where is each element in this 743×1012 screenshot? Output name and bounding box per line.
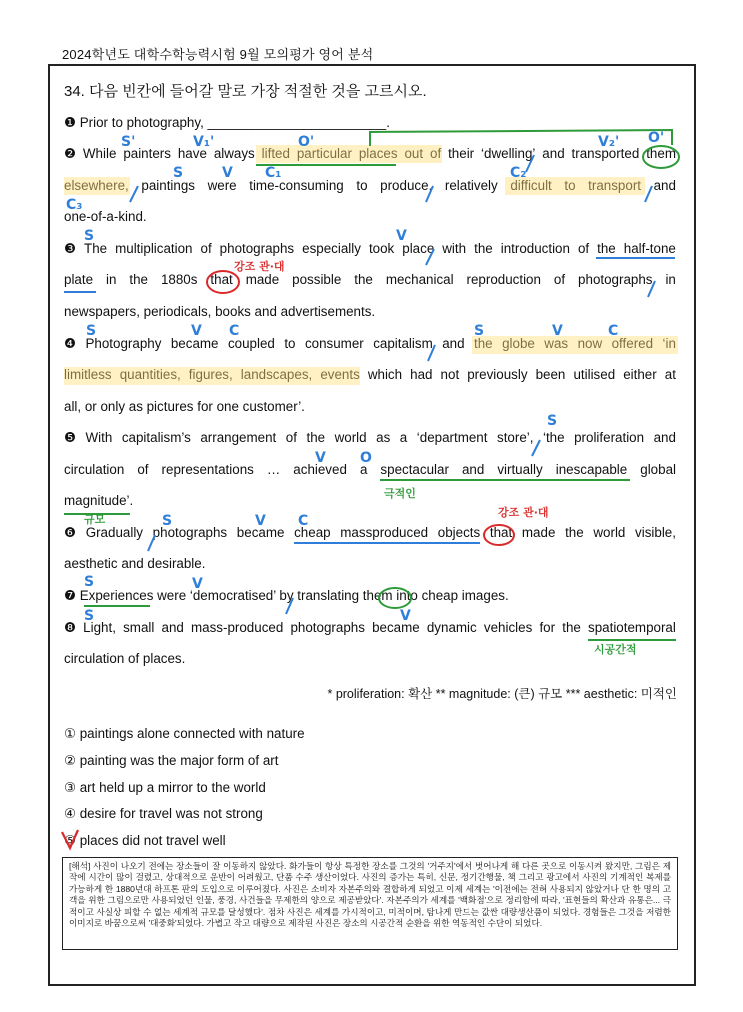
passage-line [64,430,676,450]
passage-word: ‘dwelling’ [481,146,536,161]
passage-line: all, or only as pictures for one customer’. [64,399,305,414]
passage-word: landscapes, [240,367,313,382]
passage-word: half-tone [623,241,676,256]
passage-word: quantities, [119,367,181,382]
passage-word: places [358,146,398,161]
label-v: V [192,576,203,592]
passage-line: one-of-a-kind. [64,209,147,224]
page-header: 2024학년도 대학수학능력시험 9월 모의평가 영어 분석 [62,47,374,62]
passage-line: magnitude’. [64,493,134,508]
passage-word: ❽ [64,620,77,635]
passage-word: produce, [380,178,433,193]
label-c: C₂ [510,165,527,181]
label-relative: 강조 관·대 [498,506,549,519]
label-gloss: 시공간적 [594,643,637,656]
label-v: V₁' [193,134,215,150]
passage-word: out [404,146,424,161]
question-title: 34. 다음 빈칸에 들어갈 말로 가장 적절한 것을 고르시오. [64,83,427,100]
passage-word: to [564,178,576,193]
label-o: O' [298,134,315,150]
passage-word: photographs [290,620,365,635]
passage-word: particular [296,146,352,161]
passage-word: representations [161,462,254,477]
label-c: C₁ [265,165,282,181]
label-v: V [222,165,233,181]
passage-word: dynamic [426,620,477,635]
passage-word: to [356,178,368,193]
passage-line [64,241,676,261]
label-s: S' [121,134,136,150]
passage-word: have [177,146,207,161]
passage-word: proliferation [574,430,645,445]
passage-word: was [544,336,569,351]
passage-word: photographs [219,241,295,256]
passage-word: Photography [85,336,162,351]
passage-word: ‘the [542,430,565,445]
passage-word: objects [437,525,481,540]
passage-line: ❼ Experiences were ‘democratised’ by translating them into cheap images. [64,588,509,603]
passage-word: plate [64,272,94,287]
passage-word: introduction [500,241,570,256]
passage-word: cheap [294,525,331,540]
passage-word: vehicles [483,620,533,635]
passage-word: transport [588,178,641,193]
passage-word: been [535,367,566,382]
passage-word: ‘department [416,430,488,445]
label-relative: 강조 관·대 [234,260,285,273]
passage-line: newspapers, periodicals, books and advertisements. [64,304,376,319]
passage-word: achieved [293,462,347,477]
passage-word: of [577,241,590,256]
passage-word: the [562,620,581,635]
passage-word: With [85,430,113,445]
passage-word: inescapable [555,462,628,477]
passage-word: … [266,462,281,477]
passage-line [64,178,676,198]
passage-word: as [376,430,391,445]
passage-word: of [137,462,149,477]
passage-word: figures, [188,367,233,382]
label-s: S [86,323,97,339]
passage-line: aesthetic and desirable. [64,556,206,571]
passage-word: relatively [444,178,498,193]
passage-word: transported [571,146,640,161]
passage-word: elsewhere, [64,178,129,193]
passage-word: were [207,178,237,193]
passage-word: capitalism’s [121,430,191,445]
label-c: C₃ [66,197,83,213]
label-s: S [474,323,485,339]
passage-word: ❸ [64,241,77,256]
passage-word: the [474,241,493,256]
label-c: C [229,323,240,339]
passage-word: ❹ [64,336,77,351]
label-v: V [315,450,326,466]
passage-word: at [664,367,676,382]
passage-word: a [359,462,368,477]
passage-word: possible [292,272,342,287]
passage-word: offered [611,336,654,351]
passage-word: difficult [510,178,552,193]
passage-word: the [597,241,616,256]
footnote: * proliferation: 확산 ** magnitude: (큰) 규모 *** aesthetic: 미적인 [327,687,677,701]
passage-word: photographs [152,525,228,540]
passage-word: small [123,620,155,635]
choice-2[interactable]: ② painting was the major form of art [64,753,279,768]
passage-word: which [367,367,403,382]
passage-word: ❺ [64,430,77,445]
passage-word: mechanical [385,272,454,287]
passage-word: ❻ [64,525,77,540]
passage-word: now [577,336,603,351]
passage-line [64,462,676,482]
passage-word: massproduced [340,525,429,540]
passage-word: made [521,525,556,540]
passage-word: and [653,430,676,445]
passage-word: the [474,336,493,351]
passage-word: 1880s [160,272,198,287]
passage-word: them [646,146,676,161]
passage-word: virtually [497,462,543,477]
passage-line [64,367,676,387]
label-v: V [552,323,563,339]
passage-word: the [565,525,584,540]
passage-word: that [210,272,233,287]
label-s: S [162,513,173,529]
passage-line [64,336,676,356]
passage-word: a [399,430,408,445]
passage-word: place [402,241,435,256]
label-s: S [173,165,184,181]
passage-word: of [285,430,297,445]
passage-word: took [368,241,395,256]
passage-word: photographs [578,272,653,287]
passage-word: especially [302,241,361,256]
passage-word: limitless [64,367,112,382]
label-v: V [400,608,411,624]
passage-word: the [354,272,373,287]
passage-word: made [245,272,280,287]
label-s: S [84,574,95,590]
label-s: S [84,608,95,624]
passage-word: spatiotemporal [588,620,676,635]
passage-word: in [665,272,676,287]
passage-word: either [623,367,657,382]
passage-line: ❶ Prior to photography, ________________________. [64,115,390,130]
passage-word: became [236,525,285,540]
passage-word: paintings [141,178,195,193]
label-gloss: 규모 [84,513,106,526]
passage-word: always [213,146,255,161]
passage-word: became [170,336,219,351]
label-s: S [547,413,558,429]
passage-word: the [306,430,326,445]
passage-word: store’, [497,430,534,445]
label-v: V [255,513,266,529]
passage-word: and [653,178,676,193]
passage-word: their [448,146,475,161]
passage-line [64,146,676,166]
passage-word: world [593,525,626,540]
label-o: O [360,450,372,466]
passage-word: to [284,336,296,351]
label-c: C [608,323,619,339]
passage-word: ❷ [64,146,77,161]
passage-word: that [489,525,513,540]
passage-word: and [161,620,184,635]
label-gloss: 극적인 [384,487,416,500]
passage-word: the [129,272,149,287]
passage-word: circulation [64,462,125,477]
passage-word: Light, [83,620,116,635]
passage-line: circulation of places. [64,651,186,666]
passage-word: visible, [635,525,676,540]
passage-word: time-consuming [249,178,344,193]
passage-word: not [440,367,460,382]
label-c: C [298,513,309,529]
label-v: V [191,323,202,339]
passage-word: consumer [304,336,364,351]
passage-word: and [461,462,485,477]
passage-word: previously [467,367,528,382]
passage-word: mass-produced [191,620,284,635]
passage-word: Gradually [85,525,143,540]
passage-word: arrangement [200,430,277,445]
passage-line [64,272,676,292]
passage-word: events [320,367,360,382]
passage-word: multiplication [115,241,193,256]
passage-word: reproduction [466,272,541,287]
passage-word: The [84,241,108,256]
passage-word: became [372,620,420,635]
passage-word: While [82,146,117,161]
passage-word: of [430,146,442,161]
passage-word: and [542,146,565,161]
choice-5[interactable]: ⑤ places did not travel well [64,833,226,848]
passage-word: lifted [261,146,290,161]
passage-word: global [640,462,676,477]
passage-word: capitalism [373,336,433,351]
label-o: O' [648,130,665,146]
passage-word: with [442,241,467,256]
passage-line [64,620,676,640]
choice-3[interactable]: ③ art held up a mirror to the world [64,780,266,795]
label-s: S [84,228,95,244]
passage-word: spectacular [380,462,449,477]
passage-word: world [334,430,367,445]
label-v: V [396,228,407,244]
passage-word: globe [502,336,535,351]
passage-word: for [539,620,556,635]
passage-word: utilised [573,367,616,382]
passage-word: ‘in [662,336,676,351]
label-v: V₂' [598,134,620,150]
passage-line [64,525,676,545]
passage-word: coupled [227,336,275,351]
passage-word: had [410,367,433,382]
passage-word: painters [123,146,171,161]
passage-word: of [200,241,212,256]
passage-word: of [553,272,566,287]
passage-word: and [442,336,465,351]
choice-4[interactable]: ④ desire for travel was not strong [64,806,263,821]
choice-1[interactable]: ① paintings alone connected with nature [64,726,305,741]
passage-word: in [106,272,117,287]
translation-box: [해석] 사진이 나오기 전에는 장소들이 잘 이동하지 않았다. 화가들이 항상 특정한 장소를 그것의 '거주지'에서 벗어나게 해 다른 곳으로 이동시켜 왔지만, 그림은 제작에 시간이 많이 걸렸고, 상대적으로 운반이 어려웠고, 단품 수주 생산이었다. 사진의 증가는 특히, 신문, 정기간행물, 책 그리고 광고에서 사진의 기계적인 복제를 가능하게 한 1880년대 하프톤 판의 도입으로 이루어졌다. 사진은 소비자 자본주의와 결합하게 되었고 이제 세계는 '이전에는 전혀 사용되지 않았거나 단 한 명의 고객을 위한 그림으로만 사용되었던 인물, 풍경, 사건들을 무제한의 양으로 제공받았다'. 자본주의가 세계를 '백화점'으로 정리함에 따라, '표현들의 확산과 유통은... 극적이고 사실상 피할 수 없는 세계적 규모를 달성했다'. 점차 사진은 세계를 가시적이고, 미적이며, 탐나게 만드는 값싼 대량생산품이 되었다. 경험들은 그것을 저렴한 이미지로 바꿈으로써 '대중화'되었다. 가볍고 작고 대량으로 제작된 사진은 장소의 시공간적 순환을 위한 역동적인 수단이 되었다. [62,857,678,950]
